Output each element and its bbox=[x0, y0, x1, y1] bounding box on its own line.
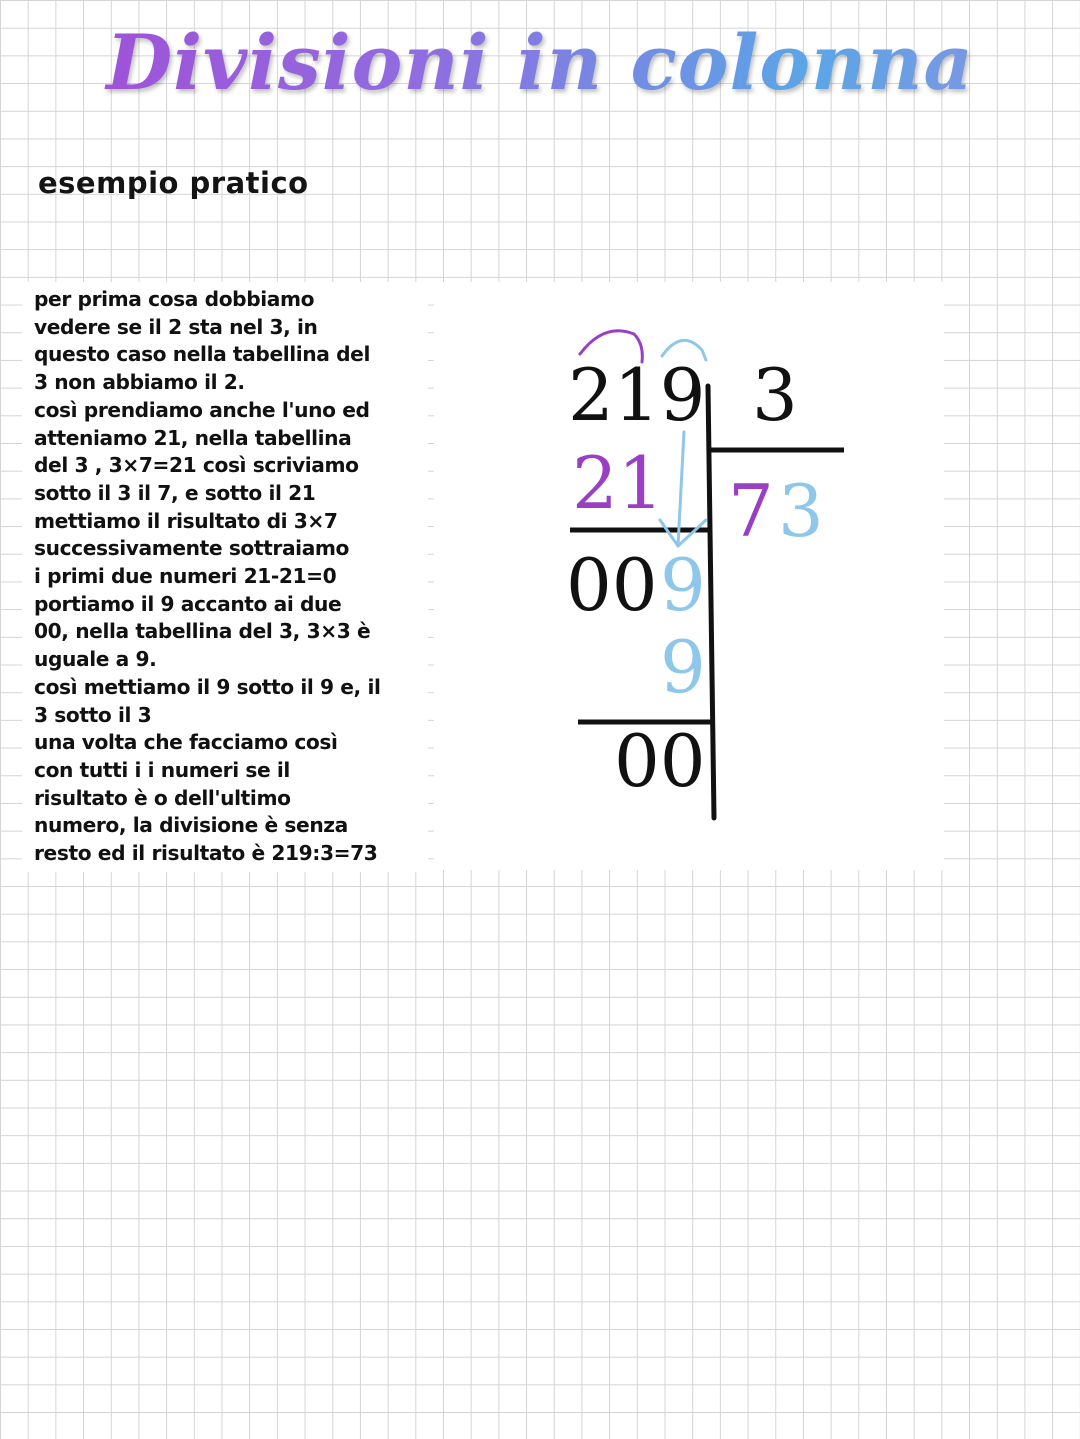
quotient-first-digit: 7 bbox=[728, 469, 774, 553]
explanation-line: risultato è o dell'ultimo bbox=[34, 785, 291, 810]
explanation-line: questo caso nella tabellina del bbox=[34, 342, 370, 367]
explanation-line: mettiamo il risultato di 3×7 bbox=[34, 508, 338, 533]
explanation-line: resto ed il risultato è 219:3=73 bbox=[34, 841, 378, 866]
explanation-line: atteniamo 21, nella tabellina bbox=[34, 425, 352, 450]
remainder-zeros: 00 bbox=[566, 543, 658, 627]
explanation-line: con tutti i i numeri se il bbox=[34, 757, 290, 782]
explanation-line: del 3 , 3×7=21 così scriviamo bbox=[34, 453, 359, 478]
explanation-line: così mettiamo il 9 sotto il 9 e, il bbox=[34, 674, 381, 699]
explanation-line: così prendiamo anche l'uno ed bbox=[34, 397, 370, 422]
divisor: 3 bbox=[752, 353, 798, 437]
explanation-line: numero, la divisione è senza bbox=[34, 813, 348, 838]
division-svg bbox=[434, 282, 944, 870]
explanation-line: una volta che facciamo così bbox=[34, 730, 338, 755]
explanation-line: sotto il 3 il 7, e sotto il 21 bbox=[34, 480, 316, 505]
final-remainder: 00 bbox=[614, 719, 706, 803]
explanation-line: per prima cosa dobbiamo bbox=[34, 287, 315, 311]
explanation-line: uguale a 9. bbox=[34, 647, 157, 672]
explanation-line: vedere se il 2 sta nel 3, in bbox=[34, 314, 318, 339]
explanation-line: portiamo il 9 accanto ai due bbox=[34, 591, 342, 616]
explanation-line: 00, nella tabellina del 3, 3×3 è bbox=[34, 619, 371, 644]
page-title: Divisioni in colonna bbox=[0, 18, 1080, 107]
explanation-line: successivamente sottraiamo bbox=[34, 536, 350, 561]
quotient-second-digit: 3 bbox=[778, 469, 824, 553]
long-division-diagram bbox=[434, 282, 944, 870]
dividend: 219 bbox=[568, 353, 706, 437]
explanation-block bbox=[22, 282, 428, 872]
second-product: 9 bbox=[660, 625, 706, 709]
explanation-line: 3 sotto il 3 bbox=[34, 702, 152, 727]
brought-down-digit: 9 bbox=[660, 543, 706, 627]
explanation-line: i primi due numeri 21-21=0 bbox=[34, 564, 337, 589]
explanation-line: 3 non abbiamo il 2. bbox=[34, 370, 245, 395]
section-subtitle: esempio pratico bbox=[38, 166, 309, 200]
partial-product: 21 bbox=[572, 441, 664, 525]
